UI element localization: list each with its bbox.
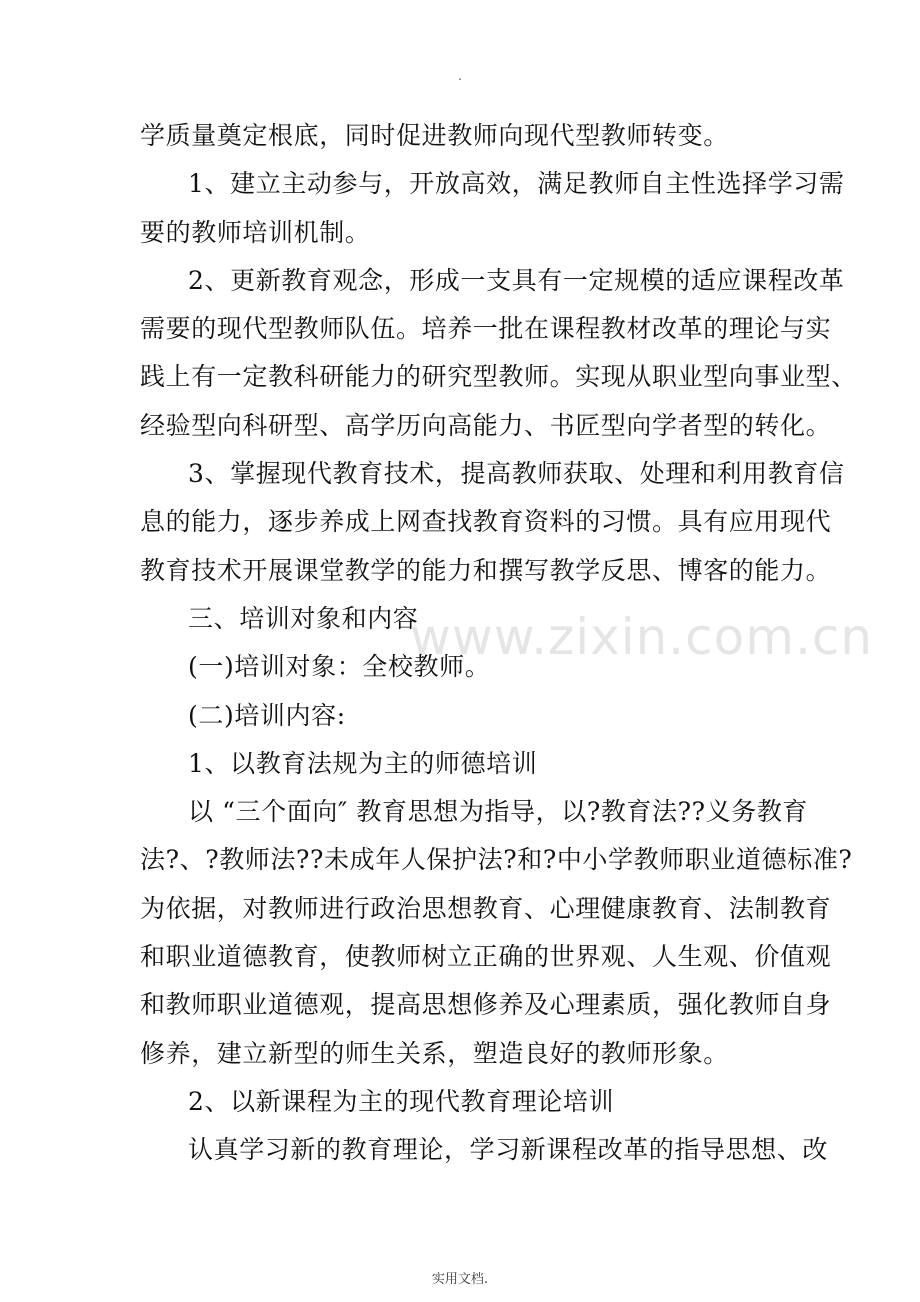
paragraph-line: 践上有一定教科研能力的研究型教师。实现从职业型向事业型、	[140, 362, 857, 392]
item-heading: 1、以教育法规为主的师德培训	[188, 748, 538, 778]
document-body	[140, 112, 857, 1175]
paragraph-line: 经验型向科研型、高学历向高能力、书匠型向学者型的转化。	[140, 410, 832, 440]
paragraph-line: 法?、?教师法??未成年人保护法?和?中小学教师职业道德标准?	[140, 845, 853, 875]
paragraph-line: 和职业道德教育，使教师树立正确的世界观、人生观、价值观	[140, 942, 832, 972]
paragraph-line: 需要的现代型教师队伍。培养一批在课程教材改革的理论与实	[140, 314, 832, 344]
page-footer: 实用文档.	[431, 1272, 489, 1287]
paragraph-line: 教育技术开展课堂教学的能力和撰写教学反思、博客的能力。	[140, 555, 832, 585]
paragraph-line: 和教师职业道德观，提高思想修养及心理素质，强化教师自身	[140, 990, 832, 1020]
section-heading: 三、培训对象和内容	[188, 603, 419, 633]
sub-heading: (一)培训对象：全校教师。	[188, 652, 491, 682]
paragraph-line: 学质量奠定根底，同时促进教师向现代型教师转变。	[140, 121, 729, 150]
item-heading: 2、以新课程为主的现代教育理论培训	[188, 1086, 615, 1116]
paragraph-line: 为依据，对教师进行政治思想教育、心理健康教育、法制教育	[140, 893, 832, 923]
paragraph-line: 要的教师培训机制。	[140, 217, 371, 247]
paragraph-line: 以 “三个面向″ 教育思想为指导，以?教育法??义务教育	[188, 797, 809, 827]
paragraph-line: 认真学习新的教育理论，学习新课程改革的指导思想、改	[188, 1135, 829, 1165]
paragraph-line: 2、更新教育观念，形成一支具有一定规模的适应课程改革	[188, 265, 845, 295]
page-header-mark: .	[458, 69, 462, 83]
watermark: www.zixin.com.cn	[410, 608, 874, 666]
paragraph-line: 3、掌握现代教育技术，提高教师获取、处理和利用教育信	[188, 459, 845, 489]
paragraph-line: 修养，建立新型的师生关系，塑造良好的教师形象。	[140, 1038, 729, 1068]
sub-heading: (二)培训内容:	[188, 700, 346, 730]
paragraph-line: 1、建立主动参与，开放高效，满足教师自主性选择学习需	[188, 169, 845, 199]
paragraph-line: 息的能力，逐步养成上网查找教育资料的习惯。具有应用现代	[140, 507, 832, 537]
